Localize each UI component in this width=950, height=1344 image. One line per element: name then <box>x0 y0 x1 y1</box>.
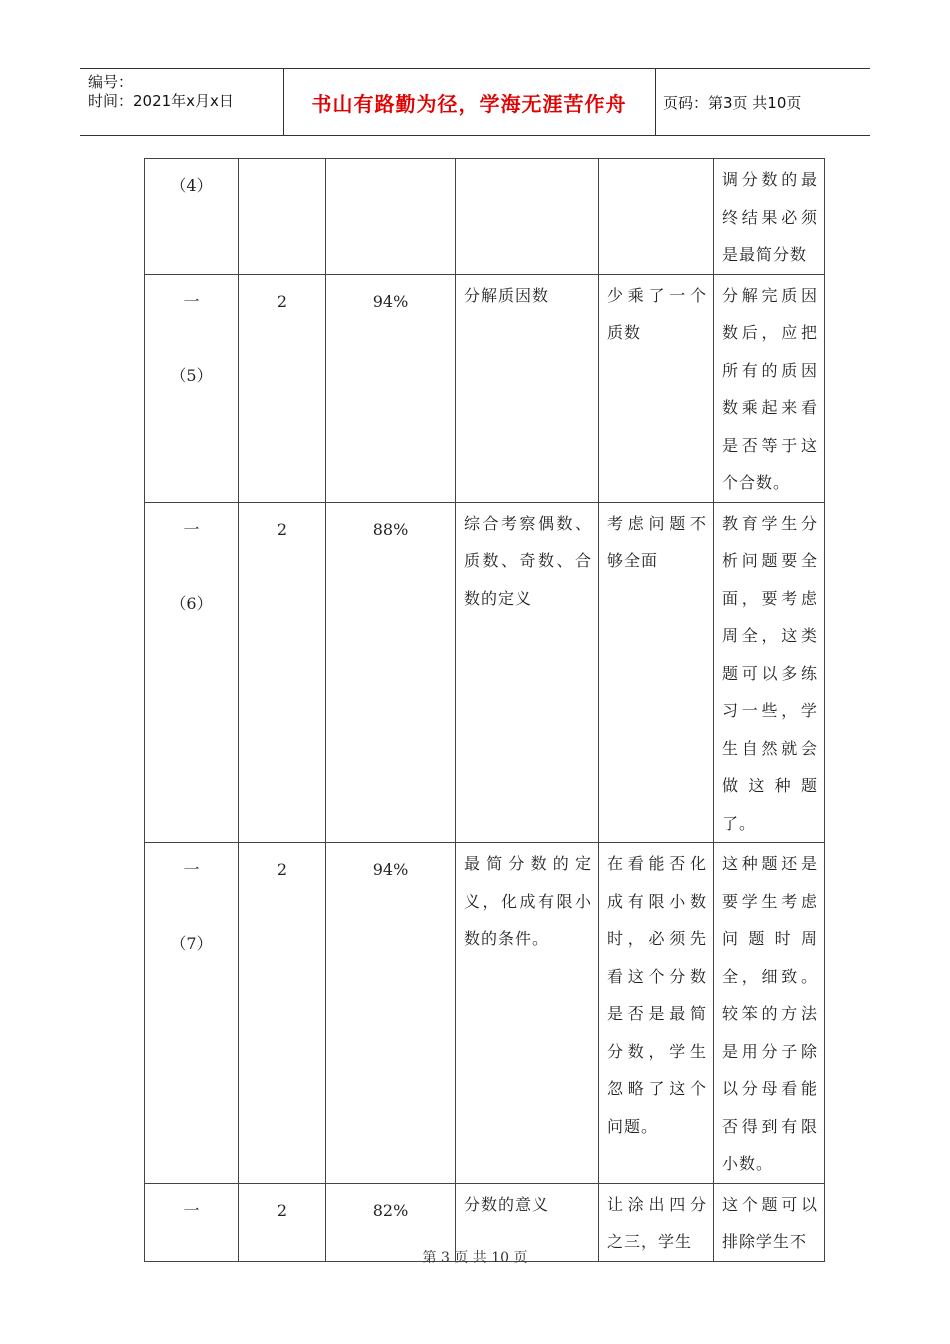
page-footer: 第 3 页 共 10 页 <box>422 1250 528 1266</box>
rate-cell <box>326 159 456 275</box>
score-cell <box>239 159 326 275</box>
error-cause-cell: 在看能否化成有限小数时，必须先看这个分数是否是最简分数，学生忽略了这个问题。 <box>599 843 714 1184</box>
motto: 书山有路勤为径，学海无涯苦作舟 <box>311 91 627 116</box>
error-cause-cell: 考虑问题不够全面 <box>599 502 714 843</box>
score-cell: 2 <box>239 274 326 502</box>
header-meta <box>88 73 234 111</box>
error-cause-cell: 让涂出四分之三，学生 <box>599 1183 714 1261</box>
rate-cell: 82% <box>326 1183 456 1261</box>
rate-cell: 88% <box>326 502 456 843</box>
question-number: （4） <box>145 159 239 275</box>
score-cell: 2 <box>239 1183 326 1261</box>
rate-cell: 94% <box>326 274 456 502</box>
serial-number-label: 编号： <box>88 73 134 91</box>
question-number: 一 （7） <box>145 843 239 1184</box>
table-row <box>145 274 825 502</box>
score-cell: 2 <box>239 843 326 1184</box>
table-row <box>145 843 825 1184</box>
advice-cell: 教育学生分析问题要全面，要考虑周全，这类题可以多练习一些，学生自然就会做这种题了。 <box>714 502 825 843</box>
error-cause-cell: 少乘了一个质数 <box>599 274 714 502</box>
question-number: 一 <box>145 1183 239 1261</box>
table-row <box>145 159 825 275</box>
advice-cell: 这种题还是要学生考虑问题时周全，细致。较笨的方法是用分子除以分母看能否得到有限小数。 <box>714 843 825 1184</box>
knowledge-point-cell: 分数的意义 <box>456 1183 599 1261</box>
table-row <box>145 502 825 843</box>
header-divider <box>655 69 656 135</box>
advice-cell: 这个题可以排除学生不 <box>714 1183 825 1261</box>
advice-cell: 调分数的最终结果必须是最简分数 <box>714 159 825 275</box>
question-number: 一 （5） <box>145 274 239 502</box>
knowledge-point-cell: 综合考察偶数、质数、奇数、合数的定义 <box>456 502 599 843</box>
error-cause-cell <box>599 159 714 275</box>
score-cell: 2 <box>239 502 326 843</box>
rate-cell: 94% <box>326 843 456 1184</box>
advice-cell: 分解完质因数后，应把所有的质因数乘起来看是否等于这个合数。 <box>714 274 825 502</box>
page-info: 页码：第3页 共10页 <box>663 93 802 112</box>
document-header <box>80 68 870 136</box>
knowledge-point-cell: 最简分数的定义，化成有限小数的条件。 <box>456 843 599 1184</box>
analysis-table <box>144 158 825 1262</box>
knowledge-point-cell <box>456 159 599 275</box>
question-number: 一 （6） <box>145 502 239 843</box>
date-label: 时间：2021年x月x日 <box>88 92 234 110</box>
knowledge-point-cell: 分解质因数 <box>456 274 599 502</box>
